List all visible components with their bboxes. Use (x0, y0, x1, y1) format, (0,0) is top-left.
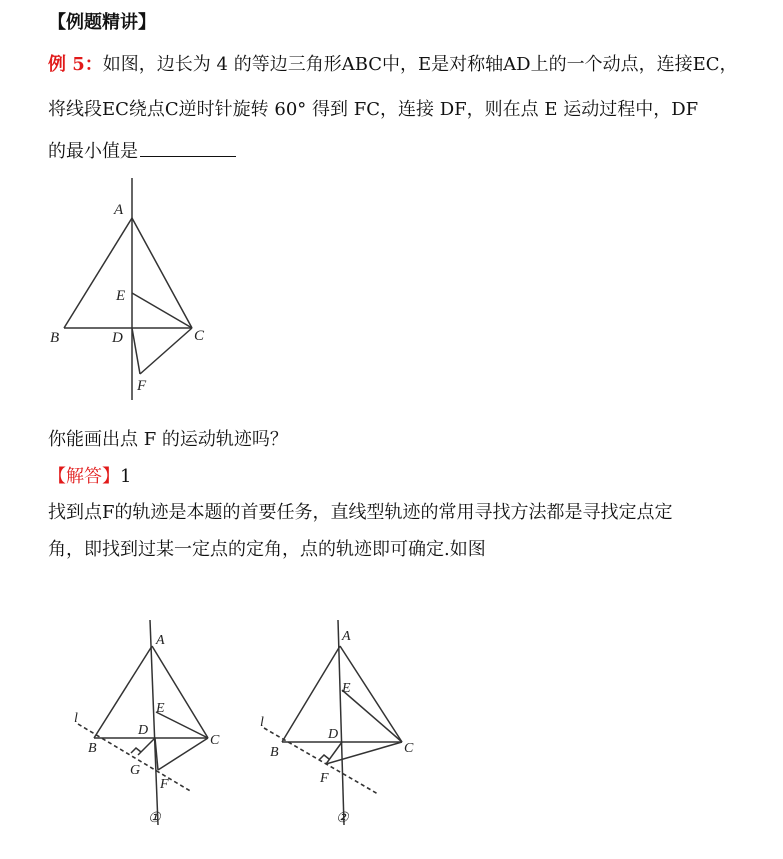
figure-caption: ② (336, 811, 349, 826)
figure-caption: ① (148, 811, 161, 826)
label-c: C (210, 733, 220, 748)
label-e: E (116, 288, 126, 304)
segment-cf (140, 328, 192, 374)
answer-blank (140, 140, 236, 157)
label-b: B (270, 745, 279, 760)
answer-line (48, 462, 131, 488)
example-line-3 (48, 137, 236, 163)
label-a: A (342, 629, 351, 644)
label-c: C (194, 328, 205, 344)
locus-line-l (78, 724, 192, 792)
segment-cf (326, 742, 402, 764)
right-angle-mark (131, 748, 141, 753)
section-title: 【例题精讲】 (48, 12, 156, 33)
label-l: l (74, 711, 78, 726)
label-d: D (328, 727, 339, 742)
segment-df (132, 328, 140, 374)
example-label: 例 5： (48, 54, 103, 75)
label-d: D (112, 330, 123, 346)
segment-cf (158, 738, 208, 770)
answer-value: 1 (120, 466, 132, 487)
label-a: A (156, 633, 165, 648)
example-text-1: 如图，边长为 4 的等边三角形ABC中，E是对称轴AD上的一个动点，连接EC， (102, 54, 738, 75)
side-ab (64, 218, 132, 328)
label-f: F (160, 777, 169, 792)
answer-text-1: 找到点F的轨迹是本题的首要任务，直线型轨迹的常用寻找方法都是寻找定点定 (48, 502, 673, 523)
answer-text-2: 角，即找到过某一定点的定角，点的轨迹即可确定.如图 (48, 539, 486, 560)
triangle-figure (44, 178, 214, 408)
axis-line (150, 620, 158, 825)
label-g: G (130, 763, 141, 778)
example-line-2: 将线段EC绕点C逆时针旋转 60° 得到 FC，连接 DF，则在点 E 运动过程中，DF (48, 99, 699, 120)
question-text: 你能画出点 F 的运动轨迹吗？ (48, 429, 288, 450)
label-e: E (342, 681, 351, 696)
label-l: l (260, 715, 264, 730)
example-line-1 (48, 50, 738, 76)
label-e: E (156, 701, 165, 716)
solution-figure-2 (258, 620, 438, 840)
label-a: A (114, 202, 124, 218)
label-b: B (88, 741, 97, 756)
label-d: D (138, 723, 149, 738)
label-b: B (50, 330, 60, 346)
label-f: F (137, 378, 147, 394)
segment-ec (342, 690, 402, 742)
label-c: C (404, 741, 414, 756)
side-ac (132, 218, 192, 328)
solution-figure-1 (72, 620, 252, 840)
label-f: F (320, 771, 329, 786)
example-text-3: 的最小值是 (48, 141, 138, 162)
answer-label: 【解答】 (48, 466, 120, 487)
right-angle-mark (319, 755, 329, 760)
